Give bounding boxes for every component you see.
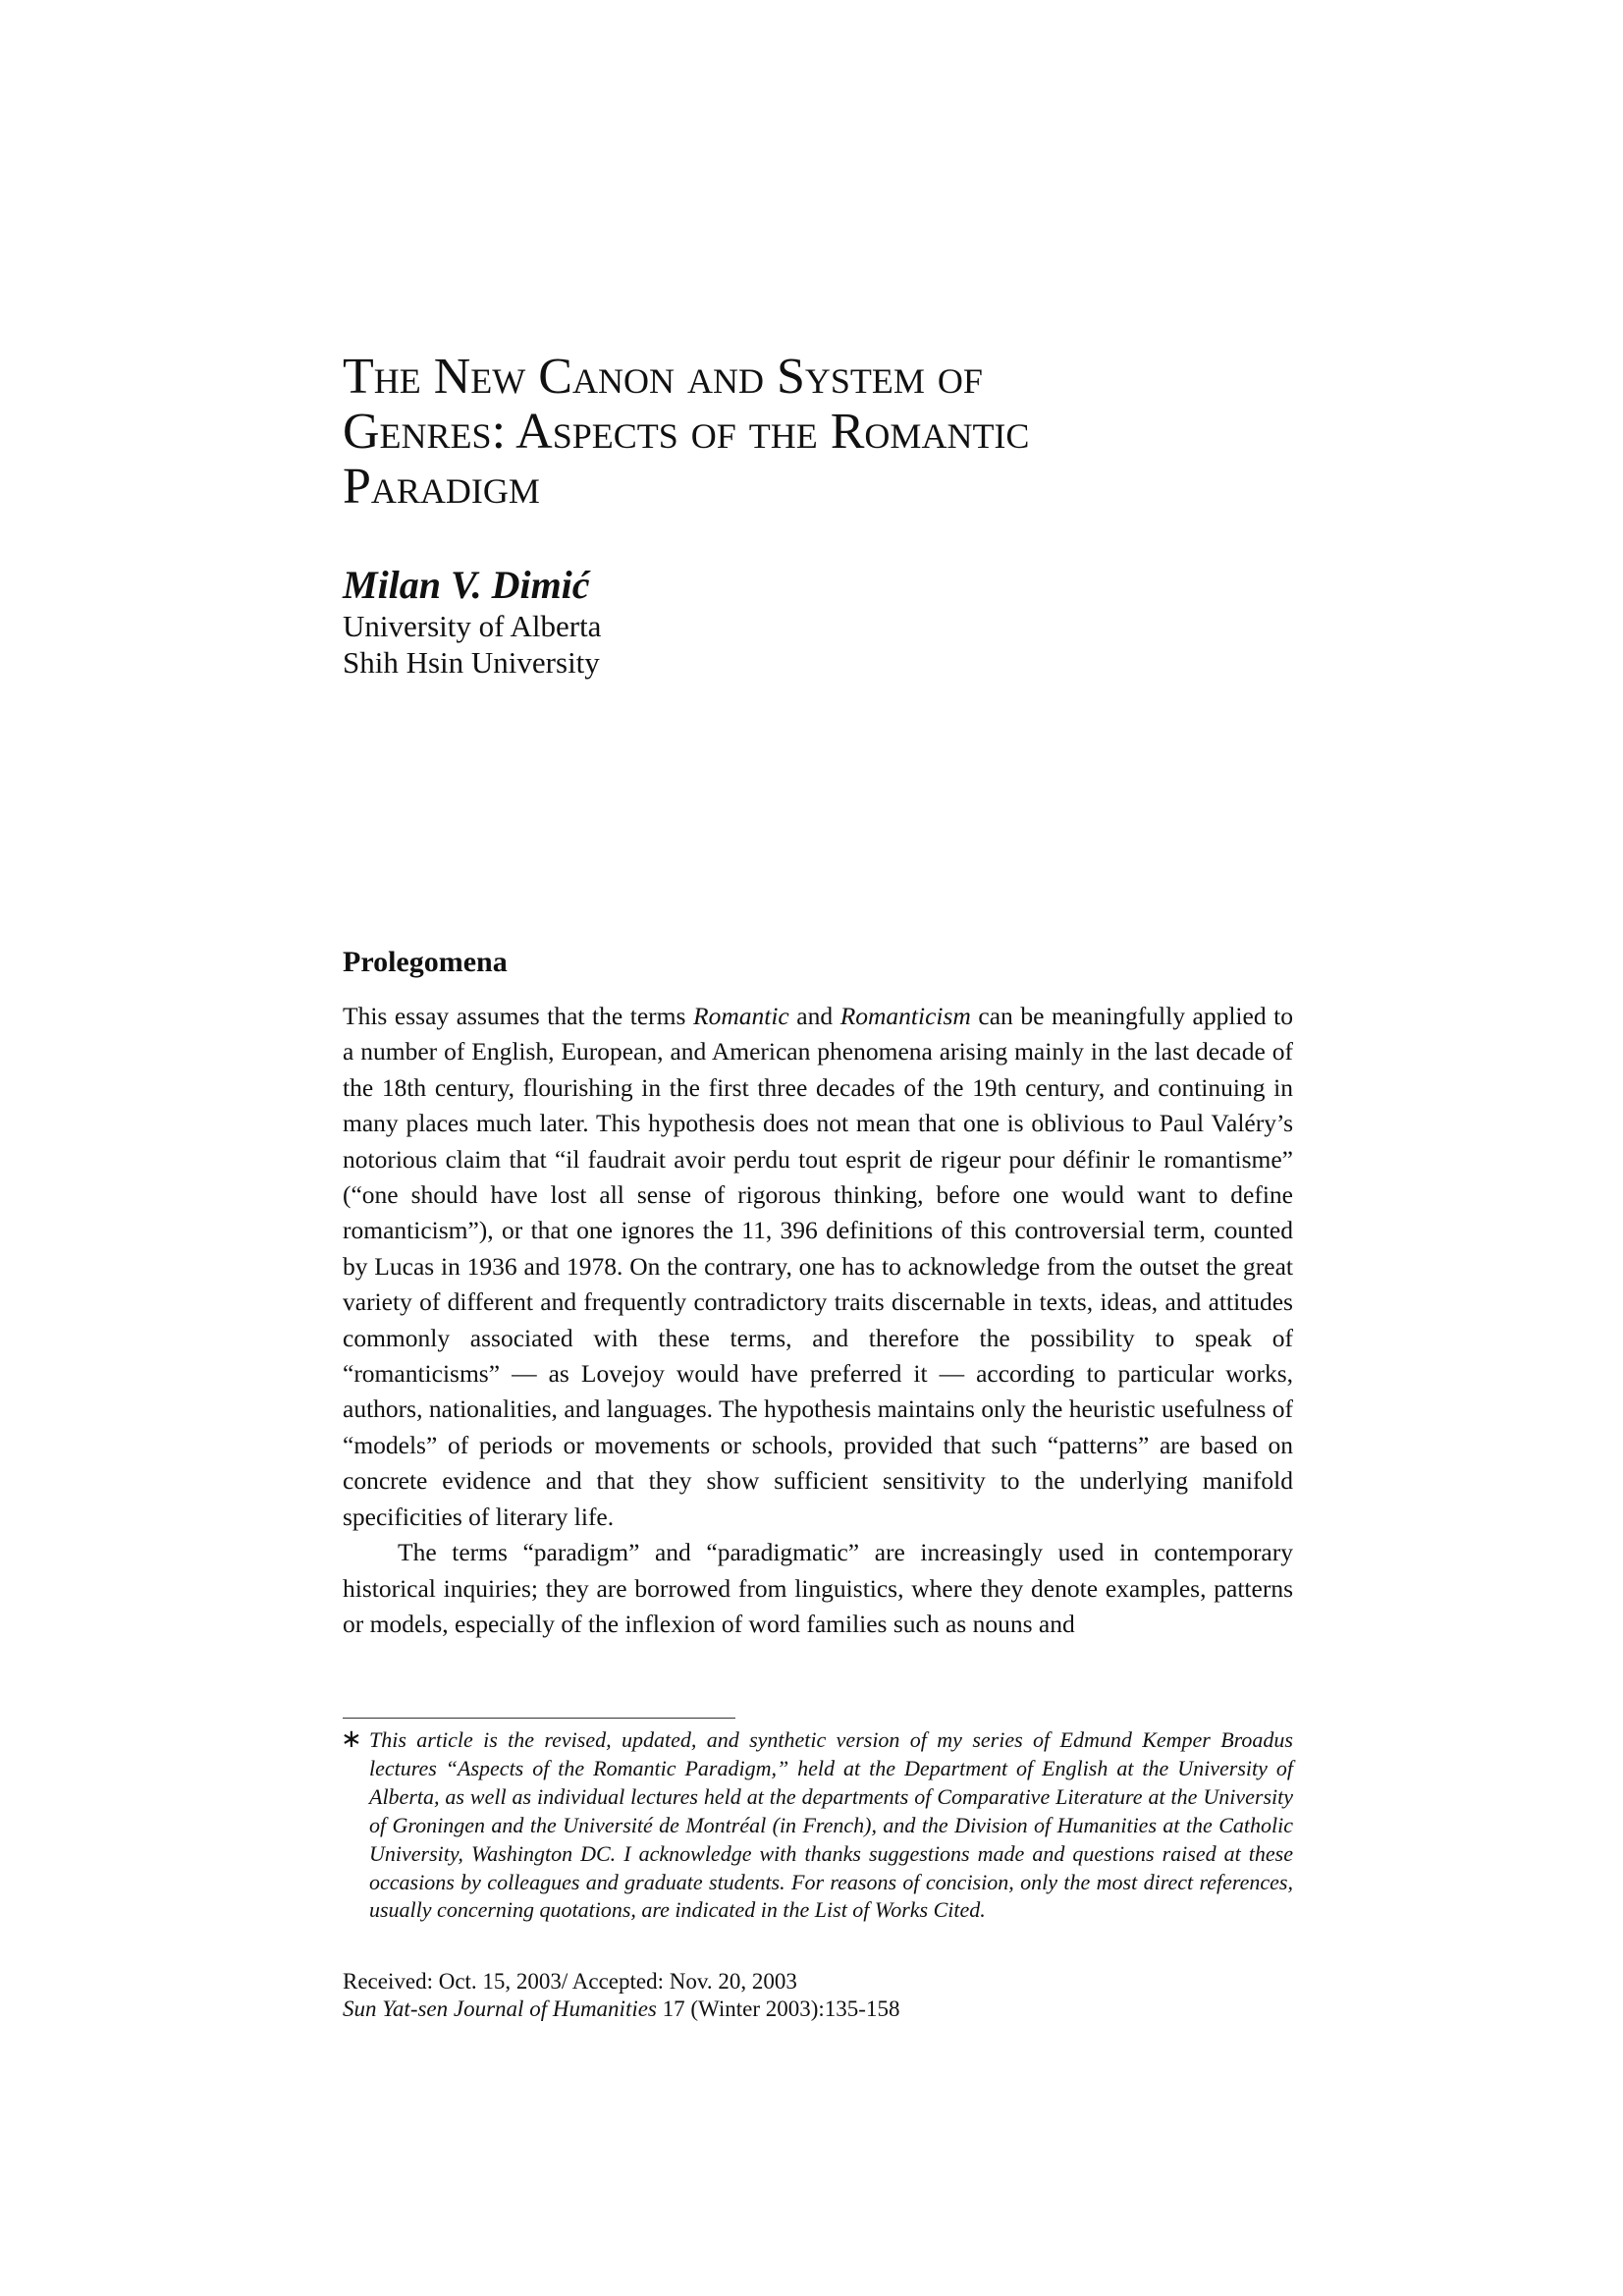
footnote <box>343 1726 1293 1925</box>
section-heading: Prolegomena <box>343 946 508 978</box>
journal-name: Sun Yat-sen Journal of Humanities <box>343 1996 657 2021</box>
journal-citation <box>343 1995 899 2023</box>
journal-issue: 17 (Winter 2003):135-158 <box>656 1996 900 2021</box>
body-paragraph: The terms “paradigm” and “paradigmatic” are increasingly used in contemporary historical inquiries; they are borrowed from linguistics, where they denote examples, patterns or models, especially of the inflexion of word families such as nouns and <box>343 1538 1293 1638</box>
article-title <box>343 350 1293 515</box>
footnote-text: This article is the revised, updated, and synthetic version of my series of Edmund Kemper Broadus lectures “Aspects of the Romantic Paradigm,” held at the Department of English at the University of Alberta, as well as individual lectures held at the departments of Comparative Literature at the University of Groningen and the Université de Montréal (in French), and the Division of Humanities at the Catholic University, Washington DC. I acknowledge with thanks suggestions made and questions raised at these occasions by colleagues and graduate students. For reasons of concision, only the most direct references, usually concerning quotations, are indicated in the List of Works Cited. <box>369 1727 1293 1923</box>
author-affiliation: Shih Hsin University <box>343 645 600 680</box>
title-line: Genres: Aspects of the Romantic <box>343 404 1030 460</box>
footnote-marker: ∗ <box>341 1724 362 1754</box>
title-line: The New Canon and System of <box>343 349 983 405</box>
body-text <box>343 999 1293 1642</box>
paragraph-text: can be meaningfully applied to a number of English, European, and American phenomena arising mainly in the last decade of the 18th century, flourishing in the first three decades of the 19th century, and continuing in many places much later. This hypothesis does not mean that one is oblivious to Paul Valéry’s notorious claim that “il faudrait avoir perdu tout esprit de rigeur pour définir le romantisme” (“one should have lost all sense of rigorous thinking, before one would want to define romanticism”), or that one ignores the 11, 396 definitions of this controversial term, counted by Lucas in 1936 and 1978. On the contrary, one has to acknowledge from the outset the great variety of different and frequently contradictory traits discernable in texts, ideas, and attitudes commonly associated with these terms, and therefore the possibility to speak of “romanticisms” — as Lovejoy would have preferred it — according to particular works, authors, nationalities, and languages. The hypothesis maintains only the heuristic usefulness of “models” of periods or movements or schools, provided that such “patterns” are based on concrete evidence and that they show sufficient sensitivity to the underlying manifold specificities of literary life. <box>343 1002 1293 1531</box>
received-dates: Received: Oct. 15, 2003/ Accepted: Nov. 20, 2003 <box>343 1969 797 1994</box>
author-affiliation: University of Alberta <box>343 609 602 643</box>
footnote-separator <box>343 1718 735 1719</box>
paragraph-text: and <box>788 1002 840 1030</box>
paper-page <box>343 0 1293 2296</box>
title-line: Paradigm <box>343 459 540 515</box>
italic-term: Romantic <box>693 1002 789 1030</box>
paragraph-text: This essay assumes that the terms <box>343 1002 693 1030</box>
italic-term: Romanticism <box>839 1002 971 1030</box>
author-name: Milan V. Dimić <box>343 563 590 607</box>
body-paragraph <box>343 999 1293 1535</box>
